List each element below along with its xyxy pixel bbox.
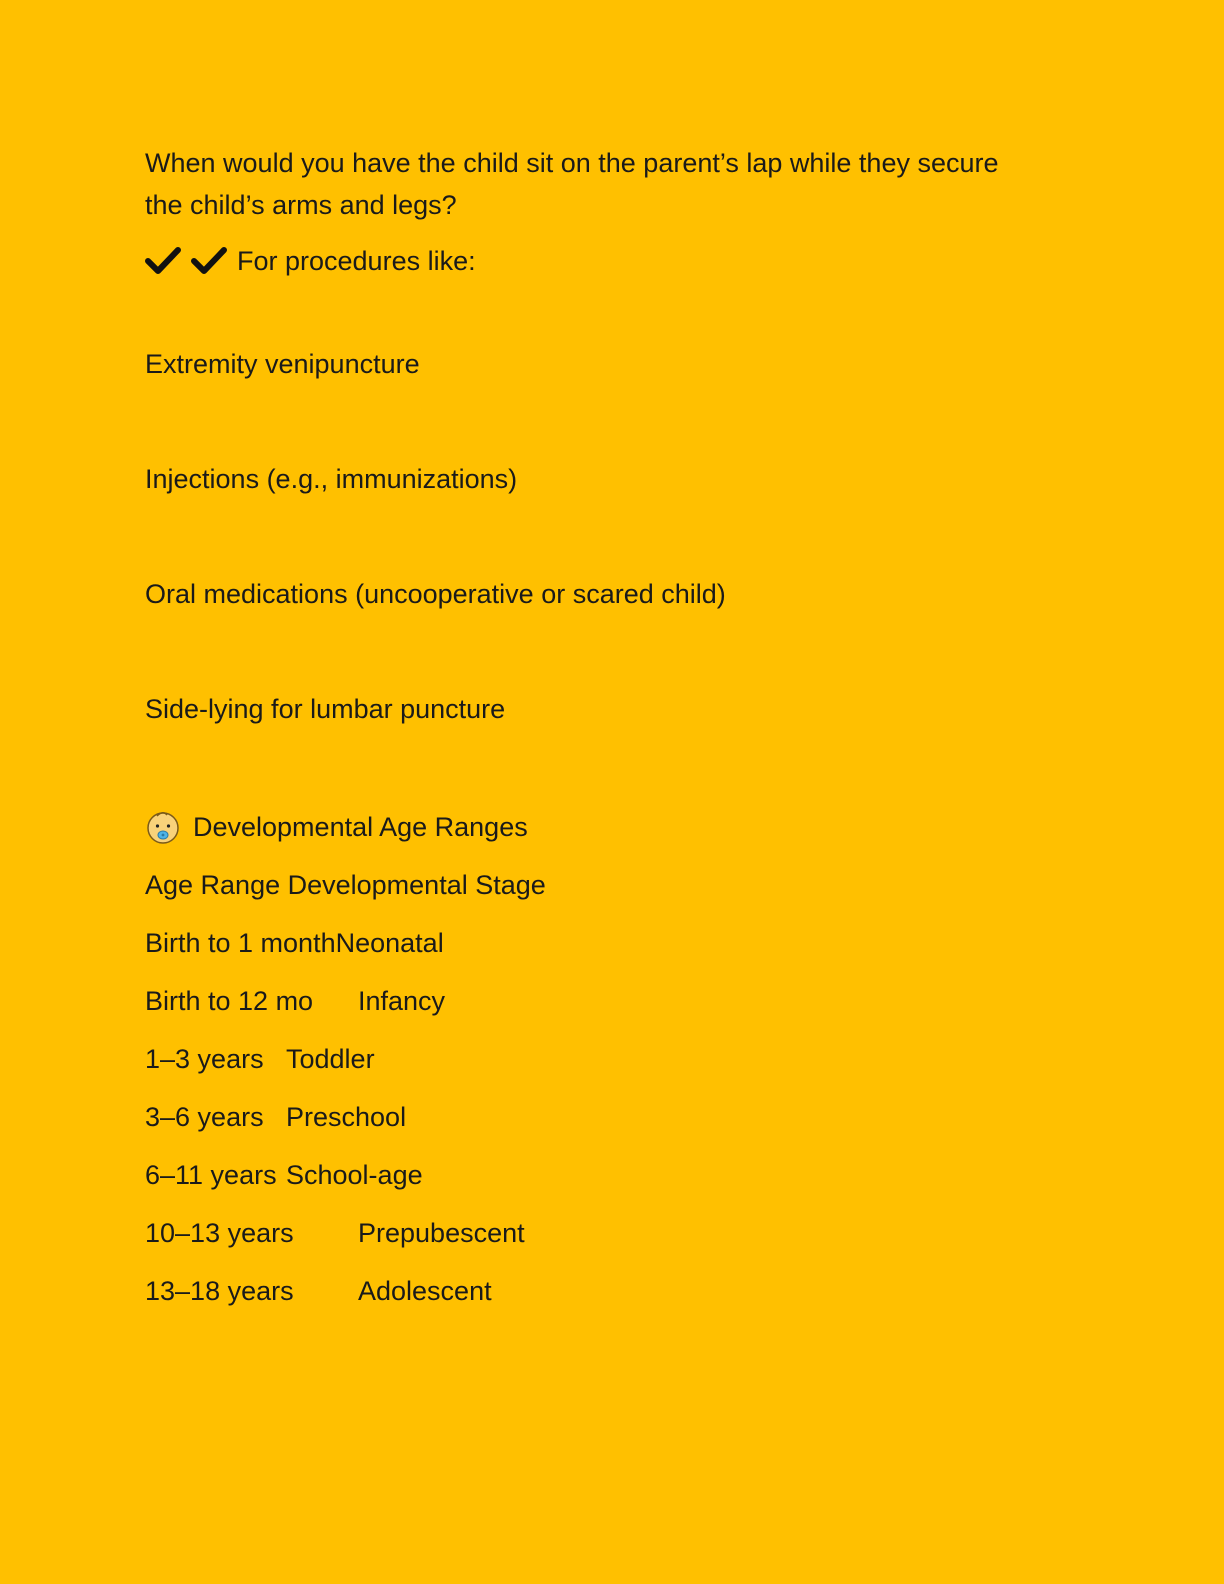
table-row	[145, 1154, 1045, 1196]
age-range-cell: 1–3 years	[145, 1044, 264, 1074]
check-mark-icon	[145, 246, 181, 276]
question-text: When would you have the child sit on the parent’s lap while they secure the child’s arms and legs?	[145, 148, 999, 220]
stage-cell: Toddler	[286, 1044, 375, 1074]
table-row	[145, 1038, 1045, 1080]
age-range-cell: 3–6 years	[145, 1102, 264, 1132]
procedure-item: Injections (e.g., immunizations)	[145, 464, 518, 494]
developmental-heading	[145, 806, 1045, 848]
procedures-intro-label: For procedures like:	[237, 246, 476, 276]
table-header-age: Age Range	[145, 870, 288, 900]
procedures-intro	[145, 240, 1045, 282]
age-range-cell: 6–11 years	[145, 1160, 277, 1190]
table-row	[145, 980, 1045, 1022]
stage-cell: Infancy	[358, 986, 446, 1016]
stage-cell: Preschool	[286, 1102, 407, 1132]
table-row	[145, 1270, 1045, 1312]
check-mark-icon	[191, 246, 227, 276]
procedure-item: Oral medications (uncooperative or scared child)	[145, 579, 726, 609]
table-header-row	[145, 864, 1045, 906]
age-range-cell: Birth to 12 mo	[145, 986, 314, 1016]
stage-cell: Prepubescent	[358, 1218, 525, 1248]
age-range-cell: Birth to 1 month	[145, 928, 336, 958]
procedure-item: Extremity venipuncture	[145, 349, 420, 379]
stage-cell: Adolescent	[358, 1276, 492, 1306]
stage-cell: School-age	[286, 1160, 423, 1190]
procedure-item: Side-lying for lumbar puncture	[145, 694, 506, 724]
baby-face-icon	[145, 809, 181, 845]
developmental-heading-label: Developmental Age Ranges	[193, 812, 528, 842]
table-header-stage: Developmental Stage	[287, 870, 546, 900]
age-range-cell: 13–18 years	[145, 1276, 294, 1306]
table-row	[145, 922, 1045, 964]
table-row	[145, 1212, 1045, 1254]
stage-cell: Neonatal	[335, 928, 444, 958]
document-page	[145, 142, 1045, 1328]
table-row	[145, 1096, 1045, 1138]
age-range-cell: 10–13 years	[145, 1218, 294, 1248]
